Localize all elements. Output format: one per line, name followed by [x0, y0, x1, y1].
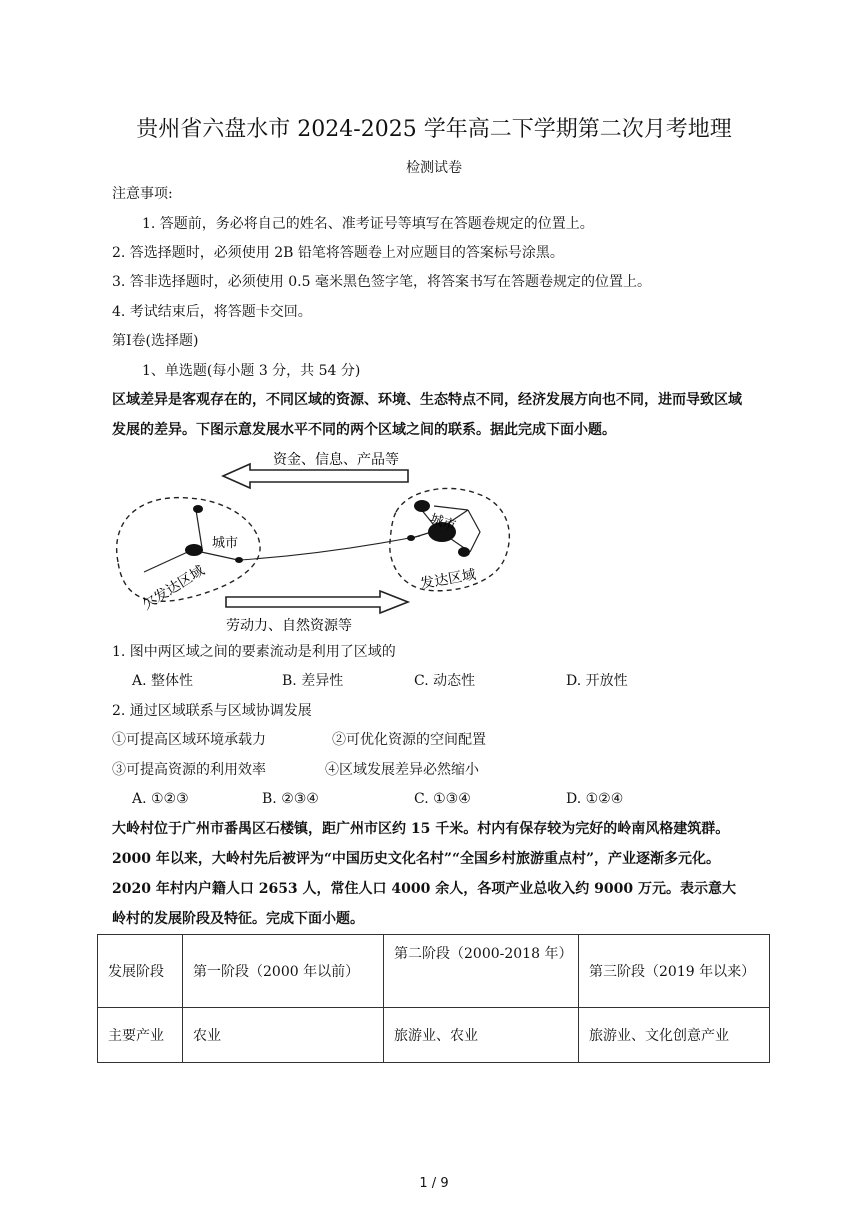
q1-option-c[interactable]: C. 动态性	[414, 673, 476, 689]
table-cell: 第三阶段（2019 年以来）	[579, 935, 770, 1008]
page-subtitle: 检测试卷	[406, 160, 462, 176]
part-heading: 第Ⅰ卷(选择题)	[112, 333, 199, 349]
table-cell: 旅游业、文化创意产业	[579, 1008, 770, 1063]
q2-statement: ①可提高区域环境承载力	[112, 732, 266, 748]
development-stages-table	[97, 934, 770, 1063]
table-cell: 第一阶段（2000 年以前）	[183, 935, 384, 1008]
q2-option-c[interactable]: C. ①③④	[414, 791, 471, 807]
section-heading: 1、单选题(每小题 3 分，共 54 分)	[142, 363, 361, 379]
page-title: 贵州省六盘水市 2024-2025 学年高二下学期第二次月考地理	[136, 117, 732, 142]
connecting-road	[240, 536, 420, 560]
table-cell: 农业	[183, 1008, 384, 1063]
question-1-stem: 1. 图中两区域之间的要素流动是利用了区域的	[112, 644, 396, 660]
right-node	[407, 535, 415, 541]
right-city-label: 城市	[428, 511, 458, 534]
left-region-label: 欠发达区域	[139, 562, 208, 614]
note-item: 1. 答题前，务必将自己的姓名、准考证号等填写在答题卷规定的位置上。	[142, 216, 594, 232]
q1-option-d[interactable]: D. 开放性	[566, 673, 628, 689]
q2-statement: ④区域发展差异必然缩小	[325, 762, 479, 778]
left-city-label: 城市	[212, 536, 239, 551]
table-cell: 主要产业	[98, 1008, 183, 1063]
q2-option-a[interactable]: A. ①②③	[132, 791, 189, 807]
left-node	[193, 505, 203, 513]
q2-option-d[interactable]: D. ①②④	[566, 791, 624, 807]
notes-heading: 注意事项:	[112, 186, 173, 202]
region-linkage-figure	[108, 442, 528, 638]
bottom-arrow-label: 劳动力、自然资源等	[226, 618, 352, 634]
right-node	[458, 547, 470, 557]
table-cell: 发展阶段	[98, 935, 183, 1008]
q1-option-a[interactable]: A. 整体性	[132, 673, 194, 689]
passage-1: 区域差异是客观存在的，不同区域的资源、环境、生态特点不同，经济发展方向也不同，进而导致区域发展的差异。下图示意发展水平不同的两个区域之间的联系。据此完成下面小题。	[112, 392, 742, 438]
q2-statement: ②可优化资源的空间配置	[332, 732, 486, 748]
passage-2: 大岭村位于广州市番禺区石楼镇，距广州市区约 15 千米。村内有保存较为完好的岭南风格建筑群。2000 年以来，大岭村先后被评为“中国历史文化名村”“全国乡村旅游重点村”，产业逐渐多元化。2020 年村内户籍人口 2653 人，常住人口 4000 余人，各项产业总收入约 9000 万元。表示意大岭村的发展阶段及特征。完成下面小题。	[112, 821, 736, 927]
table-cell: 第二阶段（2000-2018 年）	[384, 935, 579, 1008]
q2-option-b[interactable]: B. ②③④	[262, 791, 319, 807]
page-number: 1 / 9	[419, 1176, 449, 1191]
bottom-arrow-shape	[226, 591, 408, 613]
q2-statement: ③可提高资源的利用效率	[112, 762, 266, 778]
left-node	[235, 557, 243, 563]
right-region-label: 发达区域	[419, 566, 478, 593]
table-cell: 旅游业、农业	[384, 1008, 579, 1063]
q1-option-b[interactable]: B. 差异性	[282, 673, 344, 689]
note-item: 4. 考试结束后，将答题卡交回。	[112, 304, 312, 320]
table-row	[98, 935, 770, 1008]
top-arrow-label: 资金、信息、产品等	[273, 452, 399, 468]
left-city-marker	[185, 544, 203, 556]
note-item: 2. 答选择题时，必须使用 2B 铅笔将答题卷上对应题目的答案标号涂黑。	[112, 245, 564, 261]
question-2-stem: 2. 通过区域联系与区域协调发展	[112, 703, 312, 719]
note-item: 3. 答非选择题时，必须使用 0.5 毫米黑色签字笔，将答案书写在答题卷规定的位置上。	[112, 274, 651, 290]
table-row	[98, 1008, 770, 1063]
right-node	[414, 500, 430, 512]
